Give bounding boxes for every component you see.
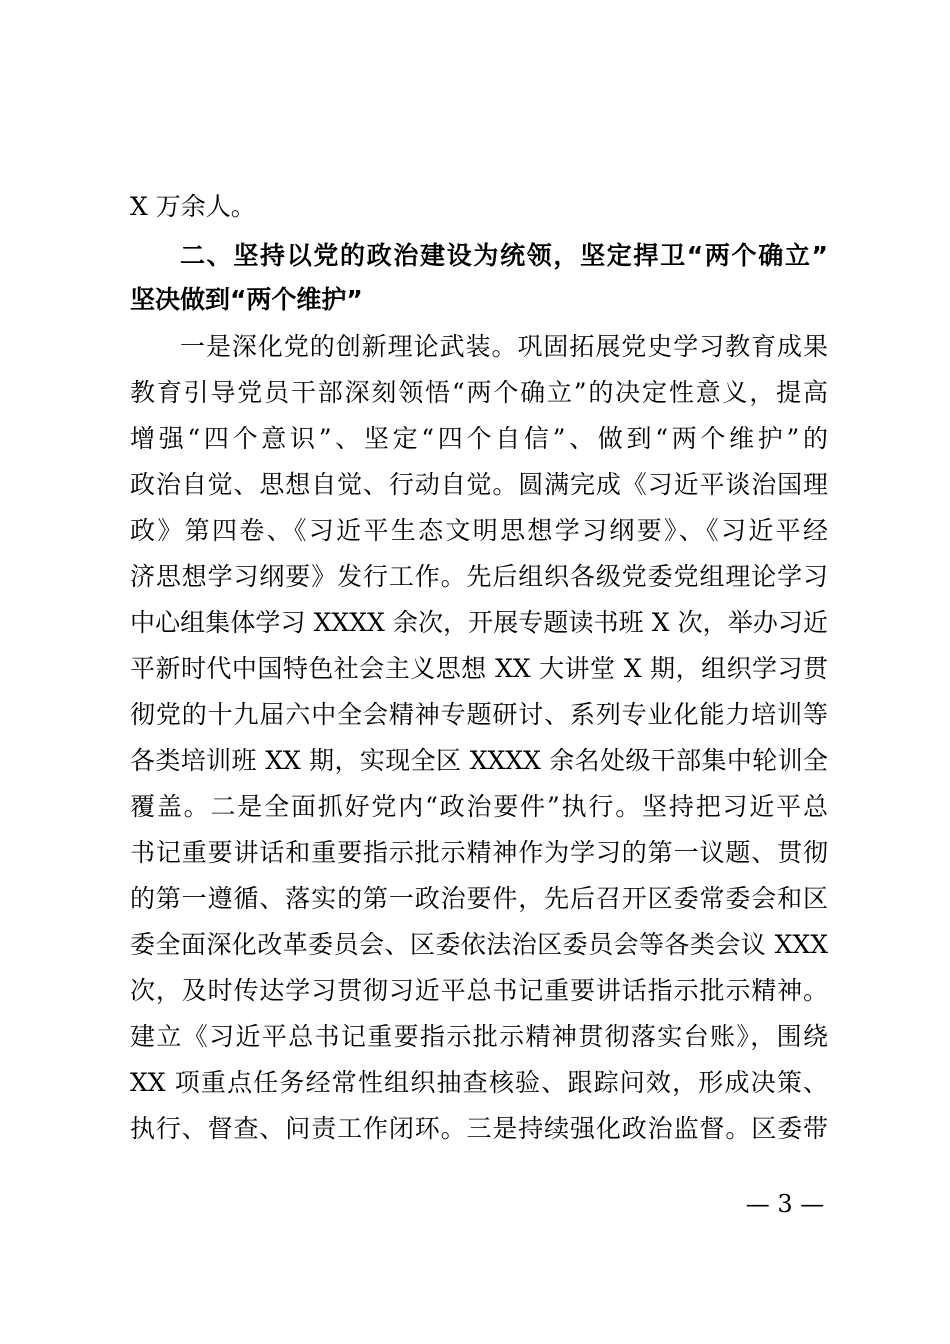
body-line: 平新时代中国特色社会主义思想 XX 大讲堂 X 期，组织学习贯 xyxy=(130,654,828,683)
body-line: 委全面深化改革委员会、区委依法治区委员会等各类会议 XXX xyxy=(130,930,828,959)
body-line: 各类培训班 XX 期，实现全区 XXXX 余名处级干部集中轮训全 xyxy=(130,746,828,775)
body-line: 一是深化党的创新理论武装。巩固拓展党史学习教育成果 xyxy=(180,332,828,361)
section-heading-line-2: 坚决做到“两个维护” xyxy=(130,285,363,314)
body-line: 次，及时传达学习贯彻习近平总书记重要讲话指示批示精神。 xyxy=(130,976,828,1005)
body-line: 执行、督查、问责工作闭环。三是持续强化政治监督。区委带 xyxy=(130,1114,828,1143)
body-line: 政》第四卷、《习近平生态文明思想学习纲要》、《习近平经 xyxy=(130,516,828,545)
body-line: 教育引导党员干部深刻领悟“两个确立”的决定性意义，提高 xyxy=(130,378,828,407)
body-line: 书记重要讲话和重要指示批示精神作为学习的第一议题、贯彻 xyxy=(130,838,828,867)
body-line: 政治自觉、思想自觉、行动自觉。圆满完成《习近平谈治国理 xyxy=(130,470,828,499)
section-heading-line-1: 二、坚持以党的政治建设为统领，坚定捍卫“两个确立” xyxy=(180,241,828,270)
page-number: — 3 — xyxy=(745,1190,825,1218)
body-line: 彻党的十九届六中全会精神专题研讨、系列专业化能力培训等 xyxy=(130,700,828,729)
opening-line: X 万余人。 xyxy=(130,192,256,221)
body-line: XX 项重点任务经常性组织抽查核验、跟踪问效，形成决策、 xyxy=(130,1068,828,1097)
body-line: 建立《习近平总书记重要指示批示精神贯彻落实台账》，围绕 xyxy=(130,1022,828,1051)
body-line: 覆盖。二是全面抓好党内“政治要件”执行。坚持把习近平总 xyxy=(130,792,828,821)
body-line: 的第一遵循、落实的第一政治要件，先后召开区委常委会和区 xyxy=(130,884,828,913)
body-line: 中心组集体学习 XXXX 余次，开展专题读书班 X 次，举办习近 xyxy=(130,608,828,637)
body-line: 济思想学习纲要》发行工作。先后组织各级党委党组理论学习 xyxy=(130,562,828,591)
body-line: 增强“四个意识”、坚定“四个自信”、做到“两个维护”的 xyxy=(130,424,828,453)
